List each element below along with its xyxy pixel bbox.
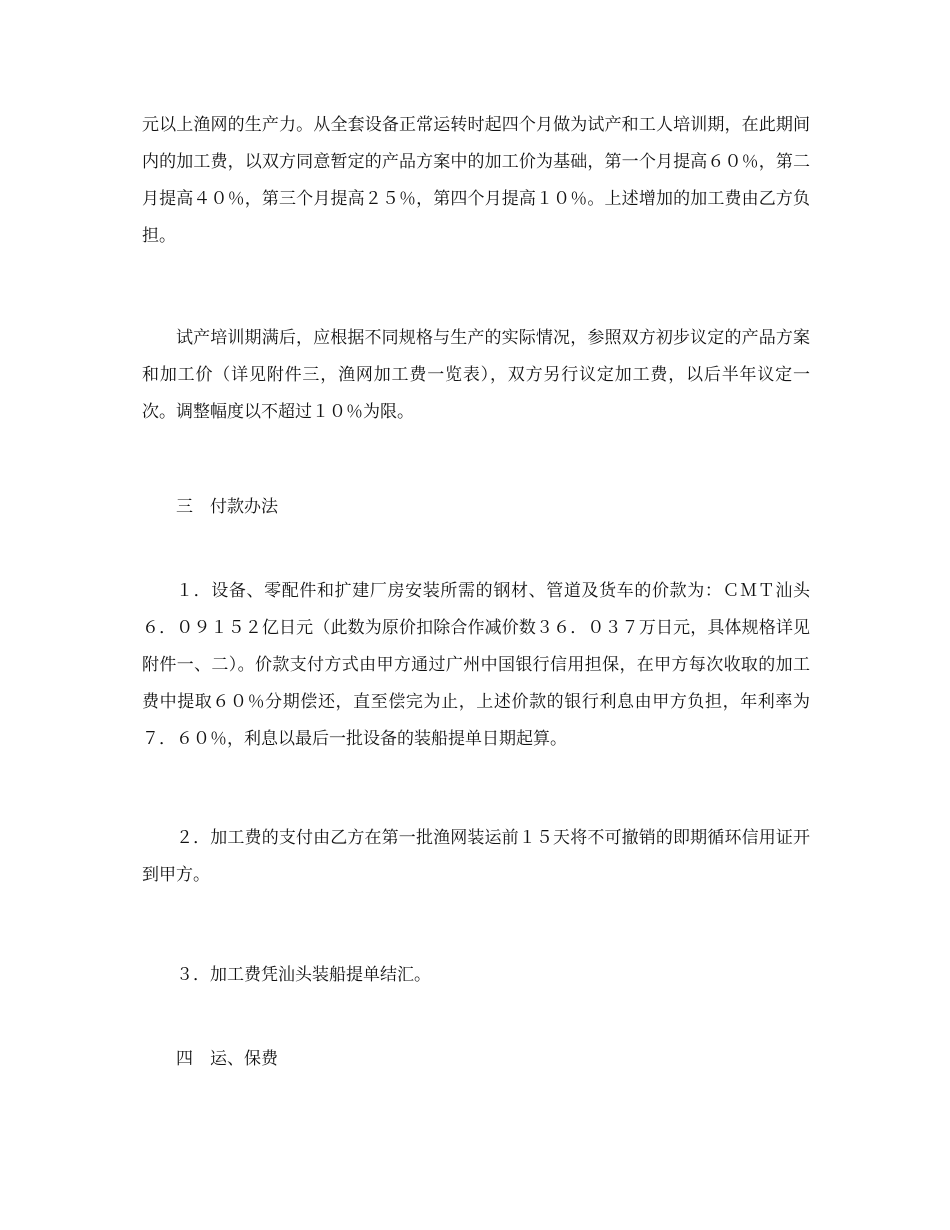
section-heading-payment-method: 三 付款办法 [176,497,278,517]
paragraph-equipment-price-payment: １．设备、零配件和扩建厂房安装所需的钢材、管道及货车的价款为：ＣＭＴ汕头６．０９１５２亿日元（此数为原价扣除合作减价数３６．０３７万日元，具体规格详见附件一、二）。价款支付方式由甲方通过广州中国银行信用担保，在甲方每次收取的加工费中提取６０％分期偿还，直至偿完为止，上述价款的银行利息由甲方负担，年利率为７．６０％，利息以最后一批设备的装船提单日期起算。 [142,581,810,749]
paragraph-fee-adjustment: 试产培训期满后，应根据不同规格与生产的实际情况，参照双方初步议定的产品方案和加工价（详见附件三，渔网加工费一览表），双方另行议定加工费，以后半年议定一次。调整幅度以不超过１０％为限。 [142,328,810,422]
paragraph-settlement: ３．加工费凭汕头装船提单结汇。 [176,965,431,985]
paragraph-letter-of-credit: ２．加工费的支付由乙方在第一批渔网装运前１５天将不可撤销的即期循环信用证开到甲方。 [142,828,810,885]
section-heading-freight-insurance: 四 运、保费 [176,1049,278,1069]
paragraph-trial-period-fees: 元以上渔网的生产力。从全套设备正常运转时起四个月做为试产和工人培训期，在此期间内的加工费，以双方同意暂定的产品方案中的加工价为基础，第一个月提高６０％，第二月提高４０％，第三个月提高２５％，第四个月提高１０％。上述增加的加工费由乙方负担。 [142,115,810,246]
